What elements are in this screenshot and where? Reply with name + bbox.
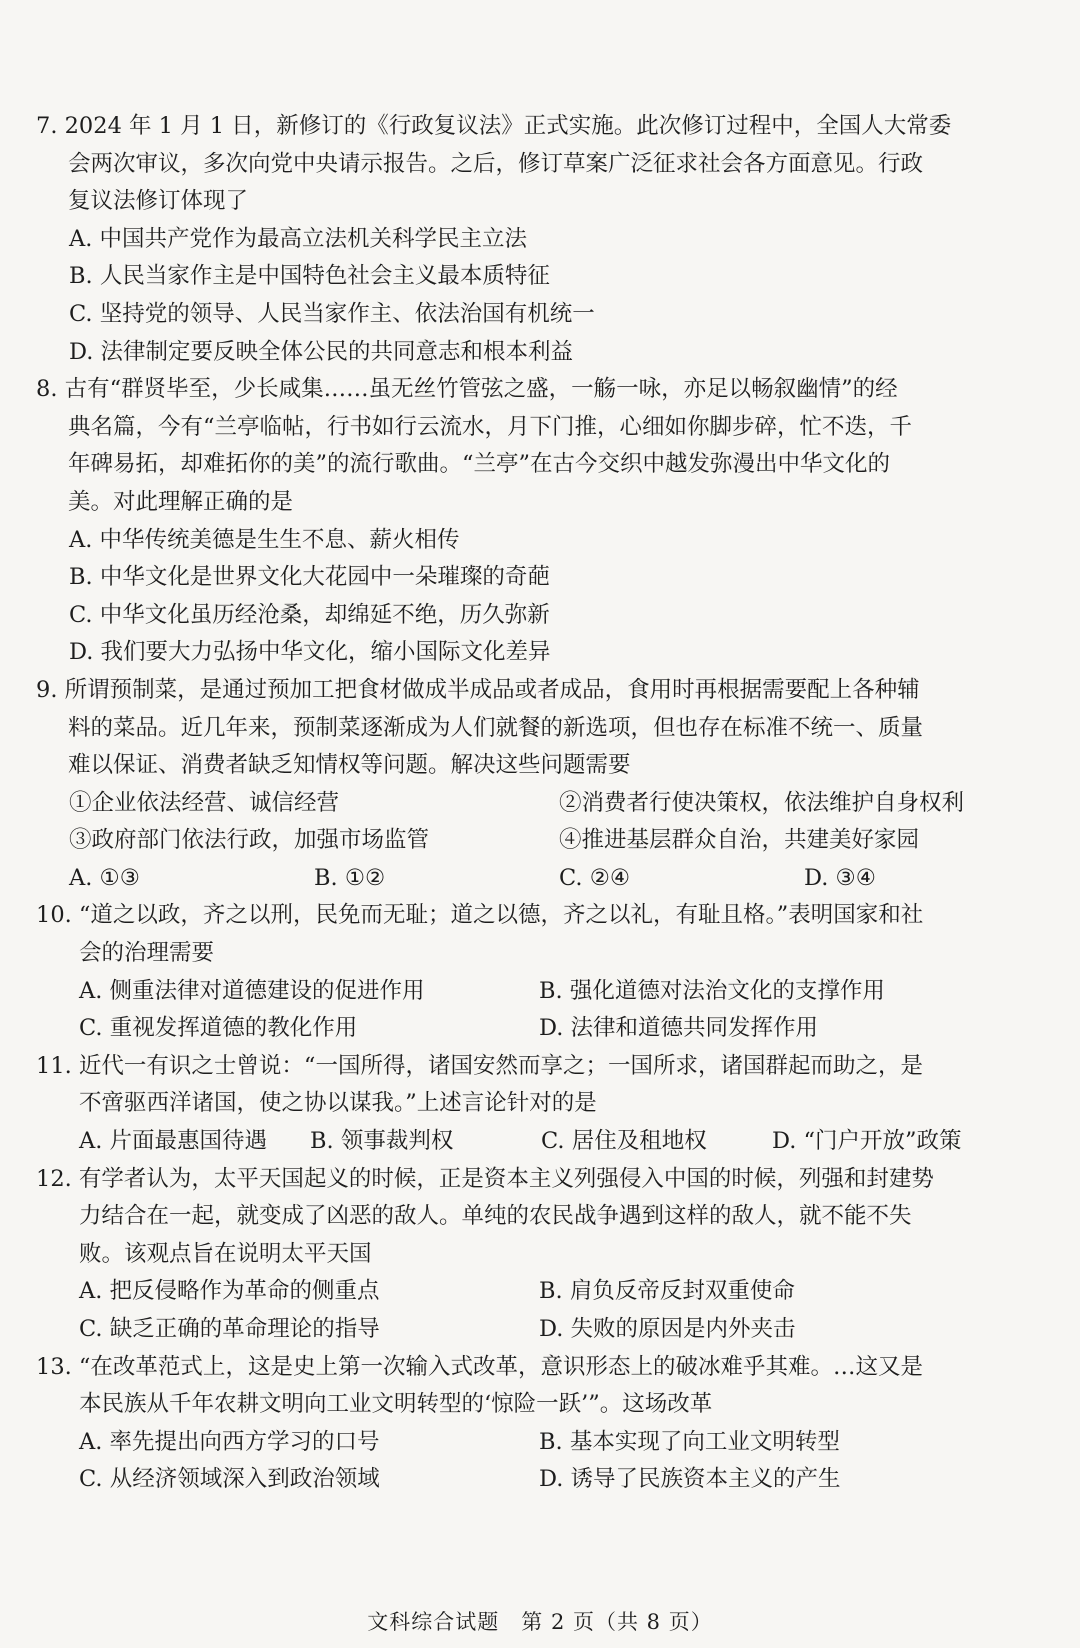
option-d: D. “门户开放”政策 <box>772 1128 962 1155</box>
option-d: D. 失败的原因是内外夹击 <box>539 1316 796 1342</box>
question-12 <box>36 1161 1028 1349</box>
option-c: C. 缺乏正确的革命理论的指导 <box>79 1316 380 1342</box>
answer-options <box>36 860 1028 898</box>
question-stem-line: 料的菜品。近几年来，预制菜逐渐成为人们就餐的新选项，但也存在标准不统一、质量 <box>68 714 924 741</box>
question-8 <box>36 371 1028 672</box>
question-stem-line: 12. 有学者认为，太平天国起义的时候，正是资本主义列强侵入中国的时候，列强和封建势 <box>36 1165 934 1192</box>
option-d: D. 法律制定要反映全体公民的共同意志和根本利益 <box>69 338 574 365</box>
question-13 <box>36 1349 1028 1499</box>
statement-1: ①企业依法经营、诚信经营 <box>69 789 340 816</box>
option-b: B. 强化道德对法治文化的支撑作用 <box>539 977 885 1004</box>
option-c: C. 中华文化虽历经沧桑，却绵延不绝，历久弥新 <box>69 601 550 628</box>
statement-4: ④推进基层群众自治，共建美好家园 <box>559 827 920 854</box>
question-11 <box>36 1048 1028 1161</box>
option-b: B. ①② <box>314 864 386 891</box>
option-a: A. ①③ <box>69 864 140 891</box>
option-c: C. ②④ <box>559 864 631 891</box>
option-d: D. 诱导了民族资本主义的产生 <box>539 1466 841 1493</box>
statement-list <box>36 785 1028 860</box>
answer-options <box>36 221 1028 371</box>
question-stem-line: 本民族从千年农耕文明向工业文明转型的‘惊险一跃’”。这场改革 <box>79 1391 713 1418</box>
question-stem-line: 败。该观点旨在说明太平天国 <box>79 1240 372 1267</box>
option-c: C. 从经济领域深入到政治领域 <box>79 1466 380 1493</box>
answer-options <box>36 522 1028 672</box>
option-a: A. 侧重法律对道德建设的促进作用 <box>79 977 425 1004</box>
statement-3: ③政府部门依法行政，加强市场监管 <box>69 827 430 854</box>
question-stem-line: 11. 近代一有识之士曾说：“一国所得，诸国安然而享之；一国所求，诸国群起而助之，是 <box>36 1052 923 1079</box>
option-c: C. 居住及租地权 <box>541 1128 707 1155</box>
option-d: D. 法律和道德共同发挥作用 <box>539 1015 819 1042</box>
option-c: C. 坚持党的领导、人民当家作主、依法治国有机统一 <box>69 300 595 327</box>
question-stem-line: 10. “道之以政，齐之以刑，民免而无耻；道之以德，齐之以礼，有耻且格。”表明国家和社 <box>36 902 924 929</box>
question-9 <box>36 672 1028 898</box>
question-stem-line: 不啻驱西洋诸国，使之协以谋我。”上述言论针对的是 <box>79 1090 597 1117</box>
question-stem-line: 9. 所谓预制菜，是通过预加工把食材做成半成品或者成品，食用时再根据需要配上各种辅 <box>36 676 920 703</box>
question-7 <box>36 108 1028 371</box>
option-a: A. 中华传统美德是生生不息、薪火相传 <box>69 526 460 553</box>
question-stem-line: 会两次审议，多次向党中央请示报告。之后，修订草案广泛征求社会各方面意见。行政 <box>68 150 924 177</box>
option-b: B. 基本实现了向工业文明转型 <box>539 1428 840 1455</box>
option-d: D. 我们要大力弘扬中华文化，缩小国际文化差异 <box>69 639 551 666</box>
option-b: B. 肩负反帝反封双重使命 <box>539 1278 795 1305</box>
question-stem-line: 美。对此理解正确的是 <box>68 488 294 515</box>
option-b: B. 中华文化是世界文化大花园中一朵璀璨的奇葩 <box>69 564 550 591</box>
statement-2: ②消费者行使决策权，依法维护自身权利 <box>559 789 965 816</box>
answer-options <box>36 1273 1028 1348</box>
question-stem-line: 典名篇，今有“兰亭临帖，行书如行云流水，月下门推，心细如你脚步碎，忙不迭，千 <box>68 413 913 440</box>
question-stem-line: 8. 古有“群贤毕至，少长咸集……虽无丝竹管弦之盛，一觞一咏，亦足以畅叙幽情”的经 <box>36 376 898 403</box>
page-footer: 文科综合试题 第 2 页（共 8 页） <box>367 1610 713 1634</box>
option-a: A. 中国共产党作为最高立法机关科学民主立法 <box>69 225 528 252</box>
answer-options <box>36 1123 1028 1161</box>
question-stem-line: 力结合在一起，就变成了凶恶的敌人。单纯的农民战争遇到这样的敌人，就不能不失 <box>79 1203 912 1230</box>
option-a: A. 率先提出向西方学习的口号 <box>79 1428 380 1455</box>
option-b: B. 人民当家作主是中国特色社会主义最本质特征 <box>69 263 550 290</box>
option-a: A. 片面最惠国待遇 <box>79 1128 268 1155</box>
question-stem-line: 会的治理需要 <box>79 940 215 967</box>
question-stem-line: 复议法修订体现了 <box>68 188 249 215</box>
option-d: D. ③④ <box>804 864 876 891</box>
option-b: B. 领事裁判权 <box>310 1128 454 1155</box>
question-stem-line: 13. “在改革范式上，这是史上第一次输入式改革，意识形态上的破冰难乎其难。…这又是 <box>36 1353 923 1380</box>
question-stem-line: 7. 2024 年 1 月 1 日，新修订的《行政复议法》正式实施。此次修订过程中，全国人大常委 <box>36 113 952 139</box>
option-a: A. 把反侵略作为革命的侧重点 <box>79 1278 380 1305</box>
question-10 <box>36 897 1028 1047</box>
question-stem-line: 年碑易拓，却难拓你的美”的流行歌曲。“兰亭”在古今交织中越发弥漫出中华文化的 <box>68 451 891 478</box>
question-stem-line: 难以保证、消费者缺乏知情权等问题。解决这些问题需要 <box>68 752 631 779</box>
answer-options <box>36 1424 1028 1499</box>
option-c: C. 重视发挥道德的教化作用 <box>79 1015 358 1042</box>
answer-options <box>36 973 1028 1048</box>
